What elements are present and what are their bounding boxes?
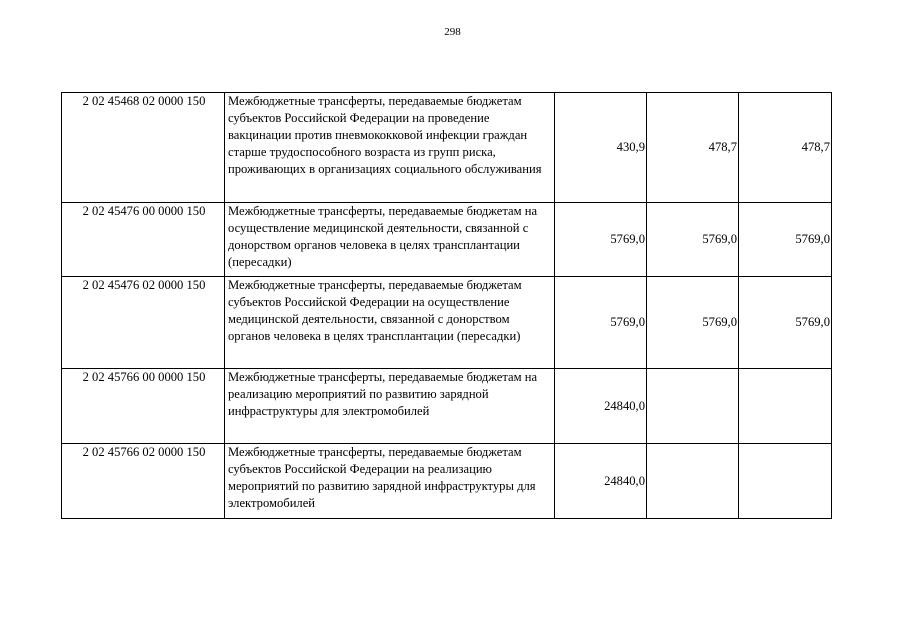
description-cell: Межбюджетные трансферты, передаваемые бюджетам на осуществление медицинской деятельности, связанной с донорством органов человека в целях трансплантации (пересадки)	[225, 203, 555, 277]
table-row	[62, 93, 832, 203]
value-cell-year-3: 478,7	[739, 93, 832, 203]
value-cell-year-3	[739, 369, 832, 444]
table-row	[62, 277, 832, 369]
budget-table	[61, 92, 832, 519]
budget-code-cell: 2 02 45766 00 0000 150	[62, 369, 225, 444]
value-cell-year-3: 5769,0	[739, 277, 832, 369]
value-cell-year-2: 5769,0	[647, 203, 739, 277]
budget-code-cell: 2 02 45468 02 0000 150	[62, 93, 225, 203]
value-cell-year-3: 5769,0	[739, 203, 832, 277]
value-cell-year-2: 5769,0	[647, 277, 739, 369]
value-cell-year-1: 430,9	[555, 93, 647, 203]
description-cell: Межбюджетные трансферты, передаваемые бюджетам субъектов Российской Федерации на реализацию мероприятий по развитию зарядной инфраструктуры для электромобилей	[225, 444, 555, 519]
value-cell-year-2	[647, 369, 739, 444]
table-row	[62, 203, 832, 277]
value-cell-year-2: 478,7	[647, 93, 739, 203]
value-cell-year-3	[739, 444, 832, 519]
value-cell-year-1: 24840,0	[555, 369, 647, 444]
table-row	[62, 369, 832, 444]
description-cell: Межбюджетные трансферты, передаваемые бюджетам субъектов Российской Федерации на осуществление медицинской деятельности, связанной с донорством органов человека в целях трансплантации (пересадки)	[225, 277, 555, 369]
description-cell: Межбюджетные трансферты, передаваемые бюджетам на реализацию мероприятий по развитию зарядной инфраструктуры для электромобилей	[225, 369, 555, 444]
table-row	[62, 444, 832, 519]
budget-code-cell: 2 02 45476 00 0000 150	[62, 203, 225, 277]
value-cell-year-1: 5769,0	[555, 203, 647, 277]
budget-code-cell: 2 02 45476 02 0000 150	[62, 277, 225, 369]
value-cell-year-2	[647, 444, 739, 519]
description-cell: Межбюджетные трансферты, передаваемые бюджетам субъектов Российской Федерации на проведение вакцинации против пневмококковой инфекции граждан старше трудоспособного возраста из групп риска, проживающих в организациях социального обслуживания	[225, 93, 555, 203]
value-cell-year-1: 5769,0	[555, 277, 647, 369]
budget-code-cell: 2 02 45766 02 0000 150	[62, 444, 225, 519]
value-cell-year-1: 24840,0	[555, 444, 647, 519]
page-number: 298	[444, 26, 461, 38]
